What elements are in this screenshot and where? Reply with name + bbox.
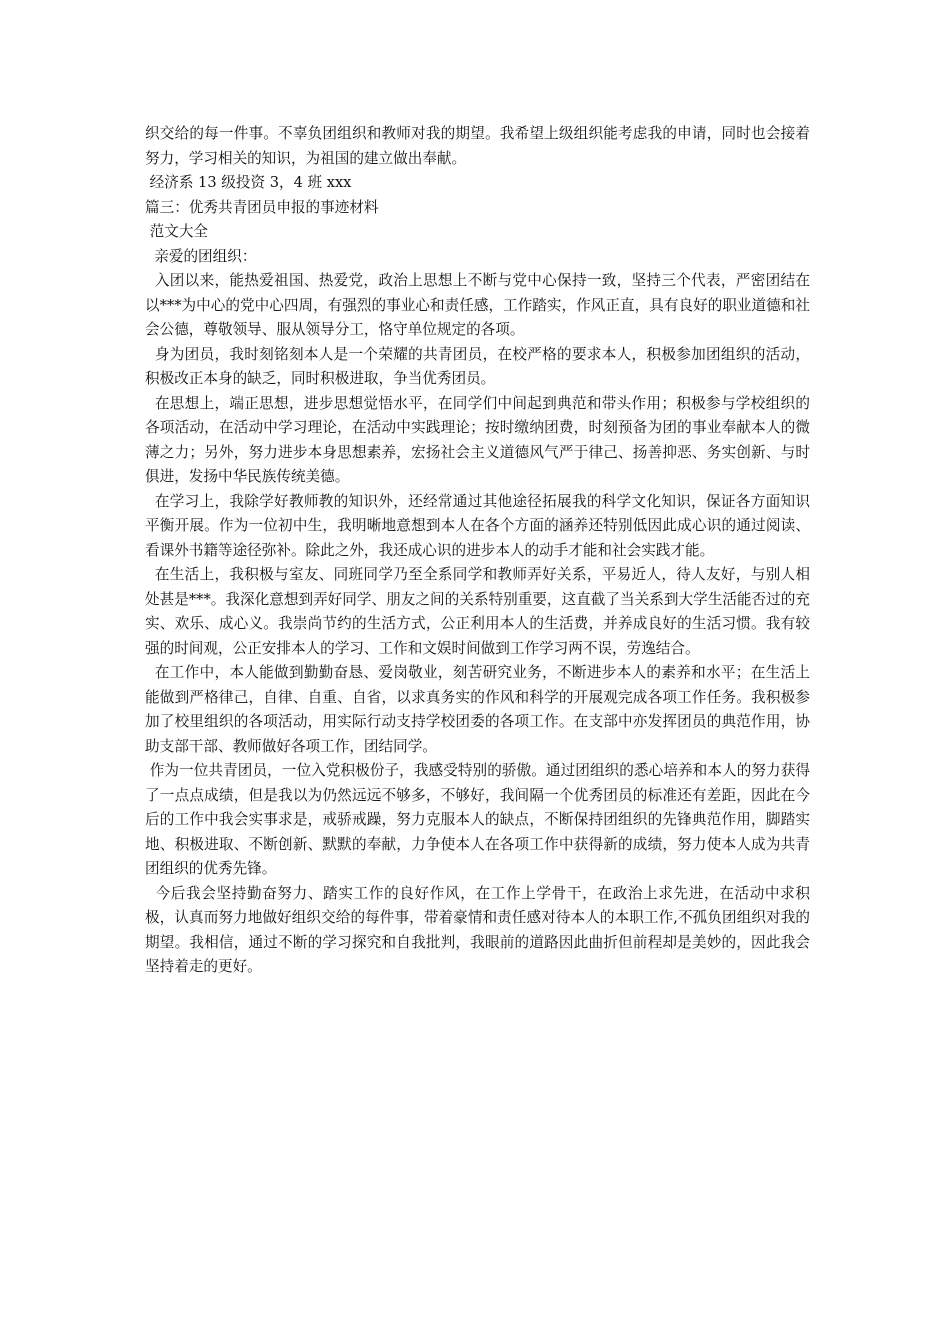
paragraph-life: 在生活上，我积极与室友、同班同学乃至全系同学和教师弄好关系，平易近人，待人友好，与别人相处甚是***。我深化意想到弄好同学、朋友之间的关系特别重要，这直截了当关系到大学生活能否过的充实、欢乐、成心义。我崇尚节约的生活方式，公正利用本人的生活费，并养成良好的生活习惯。我有较强的时间观，公正安排本人的学习、工作和文娱时间做到工作学习两不误，劳逸结合。 xyxy=(145,566,810,657)
salutation: 亲爱的团组织： xyxy=(145,247,257,265)
document-page xyxy=(145,122,810,980)
paragraph-future: 今后我会坚持勤奋努力、踏实工作的良好作风，在工作上学骨干，在政治上求先进，在活动中求积极，认真而努力地做好组织交给的每件事，带着豪情和责任感对待本人的本职工作,不孤负团组织对我的期望。我相信，通过不断的学习探究和自我批判，我眼前的道路因此曲折但前程却是美妙的，因此我会坚持着走的更好。 xyxy=(145,884,810,975)
paragraph-closing-request: 织交给的每一件事。不辜负团组织和教师对我的期望。我希望上级组织能考虑我的申请，同时也会接着努力，学习相关的知识，为祖国的建立做出奉献。 xyxy=(145,125,810,167)
section-title: 篇三：优秀共青团员申报的事迹材料 xyxy=(145,198,379,216)
paragraph-intro: 入团以来，能热爱祖国、热爱党，政治上思想上不断与党中心保持一致，坚持三个代表，严密团结在以***为中心的党中心四周，有强烈的事业心和责任感，工作踏实，作风正直，具有良好的职业道德和社会公德，尊敬领导、服从领导分工，恪守单位规定的各项。 xyxy=(145,272,810,338)
paragraph-work: 在工作中，本人能做到勤勤奋恳、爱岗敬业，刻苦研究业务，不断进步本人的素养和水平；在生活上能做到严格律己，自律、自重、自省，以求真务实的作风和科学的开展观完成各项工作任务。我积极参加了校里组织的各项活动，用实际行动支持学校团委的各项工作。在支部中亦发挥团员的典范作用，协助支部干部、教师做好各项工作，团结同学。 xyxy=(145,664,810,755)
paragraph-as-member: 身为团员，我时刻铭刻本人是一个荣耀的共青团员，在校严格的要求本人，积极参加团组织的活动，积极改正本身的缺乏，同时积极进取，争当优秀团员。 xyxy=(145,345,810,387)
source-label: 范文大全 xyxy=(145,223,209,240)
paragraph-study: 在学习上，我除学好教师教的知识外，还经常通过其他途径拓展我的科学文化知识，保证各方面知识平衡开展。作为一位初中生，我明晰地意想到本人在各个方面的涵养还特别低因此成心识的通过阅读、看课外书籍等途径弥补。除此之外，我还成心识的进步本人的动手才能和社会实践才能。 xyxy=(145,492,810,559)
paragraph-signature: 经济系 13 级投资 3，4 班 xxx xyxy=(145,174,352,191)
paragraph-thought: 在思想上，端正思想，进步思想觉悟水平，在同学们中间起到典范和带头作用；积极参与学校组织的各项活动，在活动中学习理论，在活动中实践理论；按时缴纳团费，时刻预备为团的事业奉献本人的微薄之力；另外，努力进步本身思想素养，宏扬社会主义道德风气严于律己、扬善抑恶、务实创新、与时俱进，发扬中华民族传统美德。 xyxy=(145,394,810,485)
paragraph-pride: 作为一位共青团员，一位入党积极份子，我感受特别的骄傲。通过团组织的悉心培养和本人的努力获得了一点点成绩，但是我以为仍然远远不够多，不够好，我间隔一个优秀团员的标准还有差距，因此在今后的工作中我会实事求是，戒骄戒躁，努力克服本人的缺点，不断保持团组织的先锋典范作用，脚踏实地、积极进取、不断创新、默默的奉献，力争使本人在各项工作中获得新的成绩，努力使本人成为共青团组织的优秀先锋。 xyxy=(145,762,810,877)
